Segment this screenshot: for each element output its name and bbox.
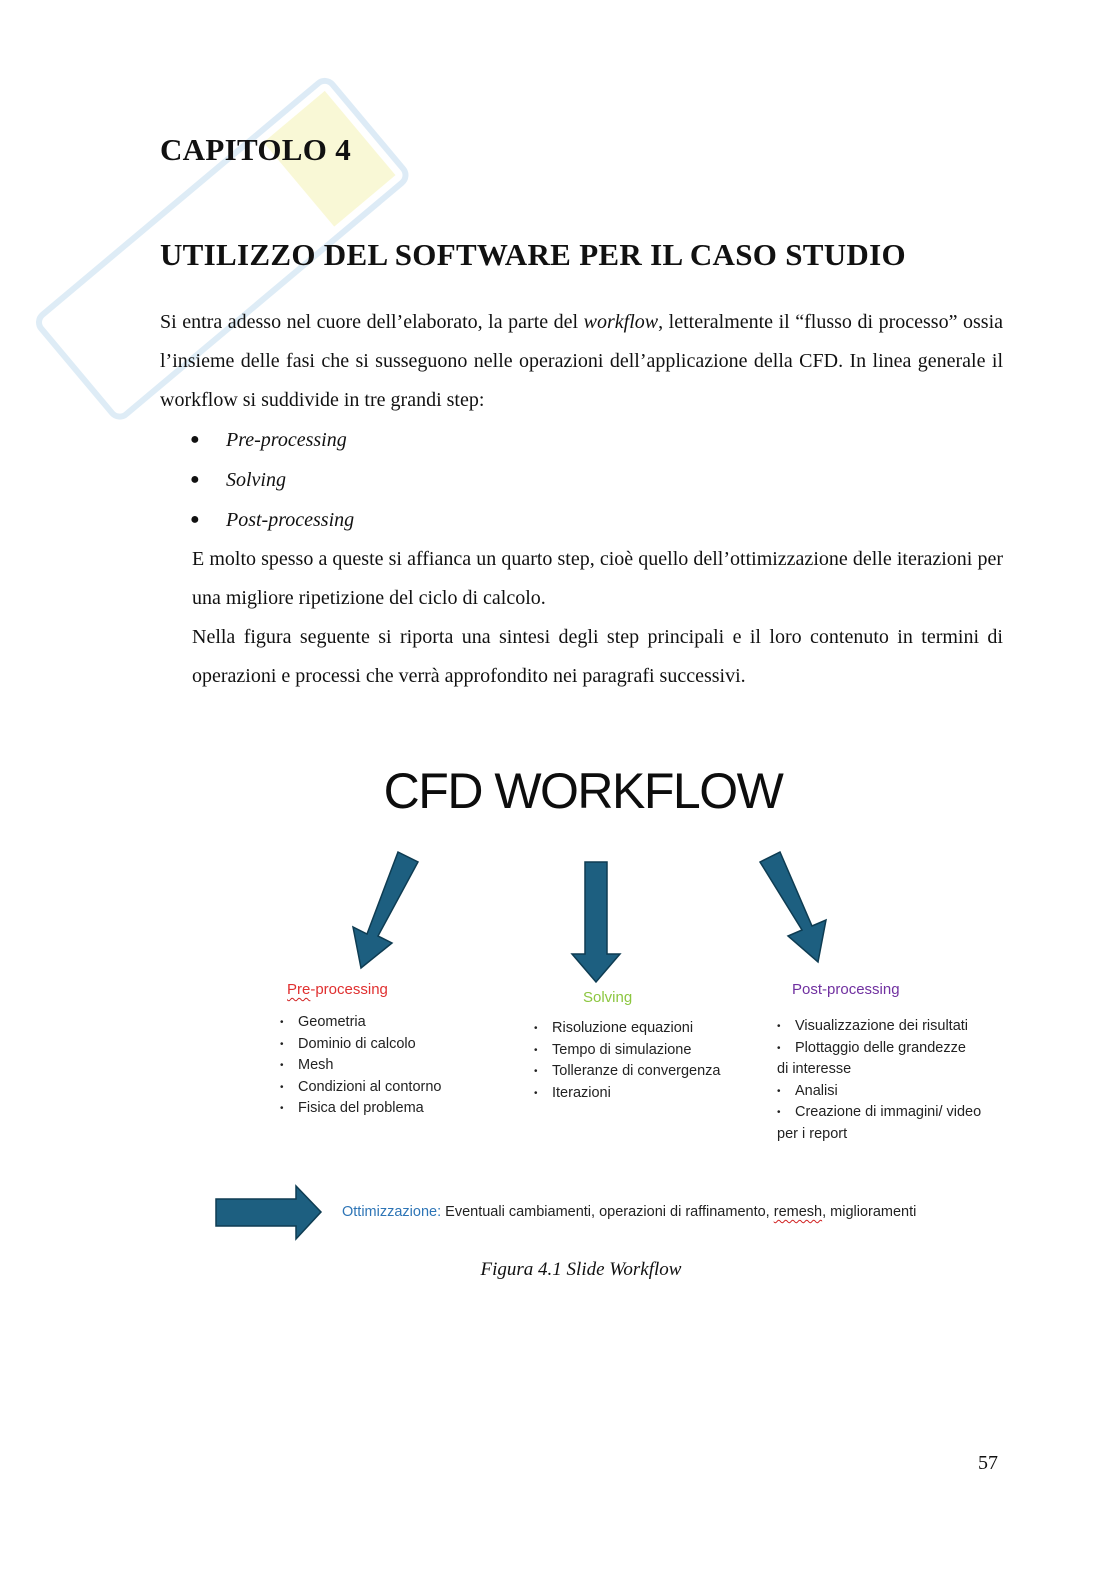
chapter-title: UTILIZZO DEL SOFTWARE PER IL CASO STUDIO <box>160 237 906 272</box>
list-item: • Creazione di immagini/ video <box>777 1104 982 1120</box>
optimization-label: Ottimizzazione: <box>342 1204 442 1220</box>
list-item: • Tempo di simulazione <box>534 1041 692 1058</box>
intro-paragraph: Si entra adesso nel cuore dell’elaborato, la parte del workflow, letteralmente il “flusso di processo” ossia l’insieme delle fasi che si susseguono nelle operazioni dell’applicazione della CFD. In linea generale il workflow si suddivide in tre grandi step: <box>160 311 1003 411</box>
arrow-pre-processing-icon <box>353 852 418 968</box>
arrow-solving-icon <box>572 862 620 982</box>
arrow-optimization-icon <box>216 1186 321 1239</box>
page-number: 57 <box>978 1452 998 1474</box>
list-item: • Tolleranze di convergenza <box>534 1063 721 1079</box>
list-item: ● Post-processing <box>190 509 355 531</box>
paragraph-optimization: E molto spesso a queste si affianca un quarto step, cioè quello dell’ottimizzazione delle iterazioni per una migliore ripetizione del ciclo di calcolo. <box>192 548 1003 609</box>
solving-heading: Solving <box>583 989 633 1006</box>
solving-list <box>534 1018 720 1104</box>
figure-title: CFD WORKFLOW <box>383 763 783 819</box>
list-item: • Dominio di calcolo <box>280 1035 416 1052</box>
workflow-steps-list <box>190 420 354 540</box>
pre-processing-list <box>280 1012 441 1120</box>
list-item-continuation: per i report <box>777 1125 848 1142</box>
list-item: • Fisica del problema <box>280 1100 424 1116</box>
list-item: • Analisi <box>777 1082 838 1099</box>
figure-caption: Figura 4.1 Slide Workflow <box>480 1259 682 1280</box>
optimization-line: Ottimizzazione: Eventuali cambiamenti, operazioni di raffinamento, remesh, miglioramenti <box>342 1204 917 1220</box>
list-item: • Geometria <box>280 1014 366 1030</box>
list-item: • Mesh <box>280 1057 334 1073</box>
paragraph-figure-intro: Nella figura seguente si riporta una sintesi degli step principali e il loro contenuto in termini di operazioni e processi che verrà approfondito nei paragrafi successivi. <box>192 626 1003 687</box>
pre-processing-heading: Pre-processing <box>287 981 388 998</box>
list-item: • Risoluzione equazioni <box>534 1020 694 1036</box>
list-item: • Condizioni al contorno <box>280 1078 442 1095</box>
list-item: • Iterazioni <box>534 1084 611 1101</box>
post-processing-list <box>777 1016 981 1145</box>
list-item: • Visualizzazione dei risultati <box>777 1018 969 1034</box>
post-processing-heading: Post-processing <box>792 981 900 998</box>
list-item: ● Solving <box>190 469 286 491</box>
list-item: ● Pre-processing <box>190 429 347 451</box>
chapter-label: CAPITOLO 4 <box>160 132 352 167</box>
arrow-post-processing-icon <box>760 852 826 962</box>
list-item-continuation: di interesse <box>777 1061 852 1077</box>
list-item: • Plottaggio delle grandezze <box>777 1039 966 1056</box>
